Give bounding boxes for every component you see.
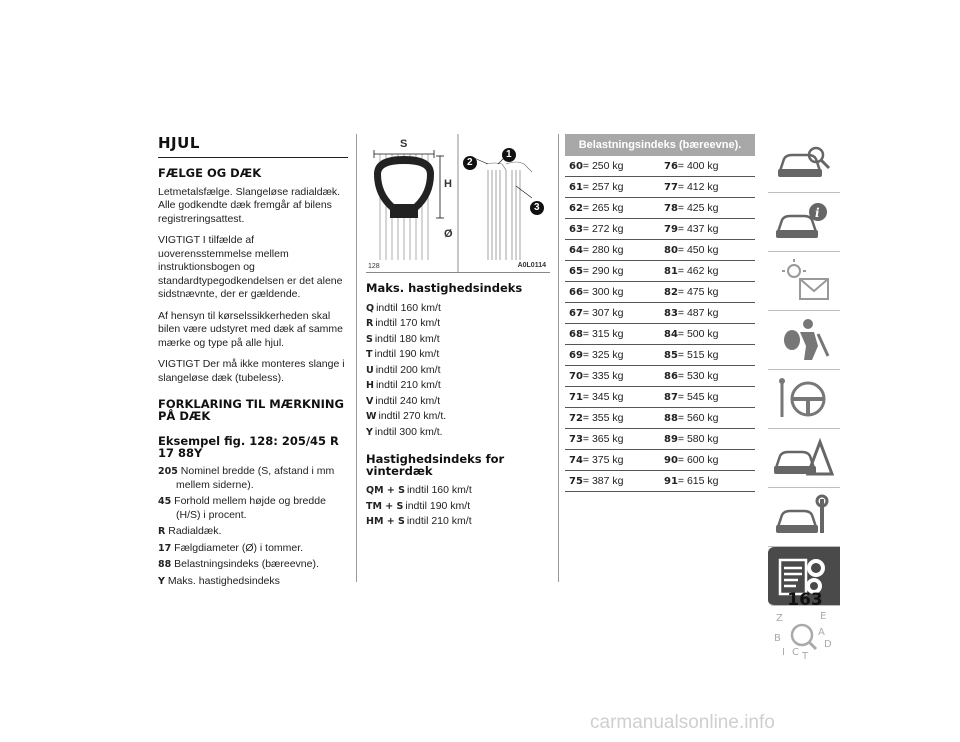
load-index: 89 [664,434,678,445]
load-value: = 560 kg [677,412,719,424]
load-index: 84 [664,329,678,340]
index-letter: E [820,611,827,622]
load-index: 90 [664,455,678,466]
chapter-tabs [768,134,840,664]
table-body [565,156,755,492]
heading-winter-speed-index: Hastighedsindeks for vinterdæk [366,452,505,478]
list-item: Q indtil 160 km/t [366,301,441,314]
load-value: = 400 kg [677,160,719,172]
table-cell [565,282,660,302]
car-info-icon [774,198,834,246]
table-cell [565,450,660,470]
car-warning-triangle-icon [774,434,834,482]
alphabetical-index-icon [774,611,834,661]
list-item: R Radialdæk. [158,525,222,537]
table-cell [565,408,660,428]
load-index: 64 [569,245,583,256]
index-letter: A [818,627,825,638]
load-index: 74 [569,455,583,466]
load-index: 66 [569,287,583,298]
load-value: = 290 kg [582,265,624,277]
load-index: 83 [664,308,678,319]
list-item: 17 Fælgdiameter (Ø) i tommer. [158,541,304,554]
load-value: = 600 kg [677,454,719,466]
table-row [565,387,755,408]
table-cell [565,387,660,407]
paragraph-important-approval: VIGTIGT I tilfælde af uoverensstemmelse mellem instruktionsbogen og standardtypegodkendelsen er det alene sidstnævnte, der er gældende. [158,234,343,300]
load-index: 82 [664,287,678,298]
callout-3: 3 [534,202,540,213]
heading-speed-index: Maks. hastighedsindeks [366,281,523,295]
load-index: 67 [569,308,583,319]
load-value: = 355 kg [582,412,624,424]
load-value: = 250 kg [582,160,624,172]
tab-warning-lights[interactable] [768,252,840,311]
table-cell [565,240,660,260]
load-value: = 500 kg [677,328,719,340]
load-index: 78 [664,203,678,214]
list-item: S indtil 180 km/t [366,332,440,345]
watermark: carmanualsonline.info [590,712,775,733]
table-row [565,156,755,177]
load-index: 70 [569,371,583,382]
table-cell [660,177,755,197]
load-value: = 335 kg [582,370,624,382]
table-cell [565,345,660,365]
index-letter: C [792,647,799,658]
list-item: H indtil 210 km/t [366,379,441,391]
table-cell [565,303,660,323]
load-index: 80 [664,245,678,256]
list-item: Y Maks. hastighedsindeks [158,574,280,587]
load-index: 76 [664,161,678,172]
winter-index-list [366,483,550,530]
callout-2: 2 [467,157,473,168]
table-cell [660,408,755,428]
table-cell [660,471,755,491]
table-cell [660,198,755,218]
load-index: 88 [664,413,678,424]
load-value: = 425 kg [677,202,719,214]
column-divider-left [356,134,357,582]
load-value: = 345 kg [582,391,624,403]
table-cell [565,366,660,386]
load-value: = 375 kg [582,454,624,466]
list-item: QM + S indtil 160 km/t [366,484,472,496]
table-cell [660,387,755,407]
table-row [565,303,755,324]
table-title: Belastningsindeks (bæreevne). [565,134,755,156]
car-search-icon [774,139,834,187]
load-index: 81 [664,266,678,277]
car-tools-icon [774,493,834,541]
load-index: 73 [569,434,583,445]
load-index: 61 [569,182,583,193]
load-value: = 530 kg [677,370,719,382]
marking-list [158,465,348,588]
heading-tyre-marking: FORKLARING TIL MÆRKNING PÅ DÆK [158,397,344,423]
table-cell [660,324,755,344]
table-row [565,282,755,303]
index-letter: T [802,651,809,661]
table-cell [660,261,755,281]
load-index: 62 [569,203,583,214]
table-row [565,366,755,387]
table-row [565,177,755,198]
paragraph-rims: Letmetalsfælge. Slangeløse radialdæk. Alle godkendte dæk fremgår af bilens registreringsattest. [158,185,341,225]
load-index: 79 [664,224,678,235]
load-index-table [565,139,755,492]
load-index: 77 [664,182,678,193]
tab-index[interactable] [768,606,840,664]
table-row [565,324,755,345]
tyre-cross-section-icon [366,134,550,272]
load-index: 72 [569,413,583,424]
list-item: TM + S indtil 190 km/t [366,499,471,512]
index-letter: I [782,647,785,658]
index-letter: D [824,639,832,650]
heading-example: Eksempel fig. 128: 205/45 R 17 88Y [158,434,339,460]
table-row [565,408,755,429]
table-cell [660,282,755,302]
load-value: = 300 kg [582,286,624,298]
load-value: = 307 kg [582,307,624,319]
load-value: = 272 kg [582,223,624,235]
load-value: = 325 kg [582,349,624,361]
load-value: = 387 kg [582,475,624,487]
load-index: 65 [569,266,583,277]
load-index: 68 [569,329,583,340]
airbag-person-icon [774,316,834,364]
table-cell [565,429,660,449]
table-cell [565,219,660,239]
subheading-rims-tyres: FÆLGE OG DÆK [158,166,262,180]
table-cell [660,450,755,470]
tab-maintenance[interactable] [768,488,840,547]
load-value: = 545 kg [677,391,719,403]
tab-get-to-know-car[interactable] [768,134,840,193]
page-number: 163 [787,590,823,610]
callout-1: 1 [506,149,512,160]
label-h: H [444,178,452,190]
table-cell [660,156,755,176]
paragraph-same-tyres: Af hensyn til kørselssikkerheden skal bilen være udstyret med dæk af samme mærke og type på alle hjul. [158,309,343,349]
load-value: = 257 kg [582,181,624,193]
list-item: V indtil 240 km/t [366,394,441,407]
table-row [565,471,755,492]
table-row [565,240,755,261]
load-value: = 450 kg [677,244,719,256]
load-index: 87 [664,392,678,403]
load-index: 86 [664,371,678,382]
paragraph-tubeless: VIGTIGT Der må ikke monteres slange i slangeløse dæk (tubeless). [158,358,345,384]
list-item: T indtil 190 km/t [366,348,440,360]
list-item: 45 Forhold mellem højde og bredde (H/S) i procent. [158,495,326,521]
label-diameter: Ø [444,228,453,240]
load-value: = 365 kg [582,433,624,445]
table-cell [565,324,660,344]
table-cell [660,219,755,239]
table-cell [660,345,755,365]
load-index: 85 [664,350,678,361]
table-cell [565,156,660,176]
load-value: = 615 kg [677,475,719,487]
table-cell [565,471,660,491]
list-item: R indtil 170 km/t [366,317,441,329]
table-cell [660,303,755,323]
load-value: = 265 kg [582,202,624,214]
load-value: = 462 kg [677,265,719,277]
text-column-middle [366,134,550,530]
table-row [565,345,755,366]
tab-safety[interactable] [768,311,840,370]
load-value: = 515 kg [677,349,719,361]
table-row [565,450,755,471]
text-column-left [158,134,348,591]
label-s: S [400,138,408,150]
svg-text:i: i [815,206,820,220]
figure-code: A0L0114 [517,262,546,269]
index-letter: B [774,633,781,644]
load-value: = 475 kg [677,286,719,298]
steering-wheel-icon [774,375,834,423]
load-index: 63 [569,224,583,235]
table-row [565,198,755,219]
list-item: U indtil 200 km/t [366,363,441,376]
list-item: Y indtil 300 km/t. [366,425,443,438]
list-item: 88 Belastningsindeks (bæreevne). [158,558,319,570]
load-index: 60 [569,161,583,172]
warning-light-message-icon [774,257,834,305]
load-value: = 487 kg [677,307,719,319]
figure-number: 128 [368,263,380,270]
list-item: HM + S indtil 210 km/t [366,515,472,527]
table-cell [565,261,660,281]
list-item: 205 Nominel bredde (S, afstand i mm mellem siderne). [158,465,335,491]
tab-starting-driving[interactable] [768,370,840,429]
load-value: = 437 kg [677,223,719,235]
table-row [565,261,755,282]
table-row [565,219,755,240]
speed-index-list [366,301,550,441]
table-cell [660,240,755,260]
load-index: 91 [664,476,678,487]
load-index: 71 [569,392,583,403]
load-index: 75 [569,476,583,487]
table-cell [660,366,755,386]
load-value: = 280 kg [582,244,624,256]
table-cell [660,429,755,449]
table-cell [565,177,660,197]
load-value: = 315 kg [582,328,624,340]
tyre-diagram [366,134,550,273]
table-cell [565,198,660,218]
load-index: 69 [569,350,583,361]
column-divider-right [558,134,559,582]
load-value: = 412 kg [677,181,719,193]
section-heading: HJUL [158,134,348,158]
list-item: W indtil 270 km/t. [366,410,447,422]
tab-safety-info[interactable] [768,193,840,252]
tab-emergency[interactable] [768,429,840,488]
index-letter: Z [776,613,783,624]
load-value: = 580 kg [677,433,719,445]
table-row [565,429,755,450]
